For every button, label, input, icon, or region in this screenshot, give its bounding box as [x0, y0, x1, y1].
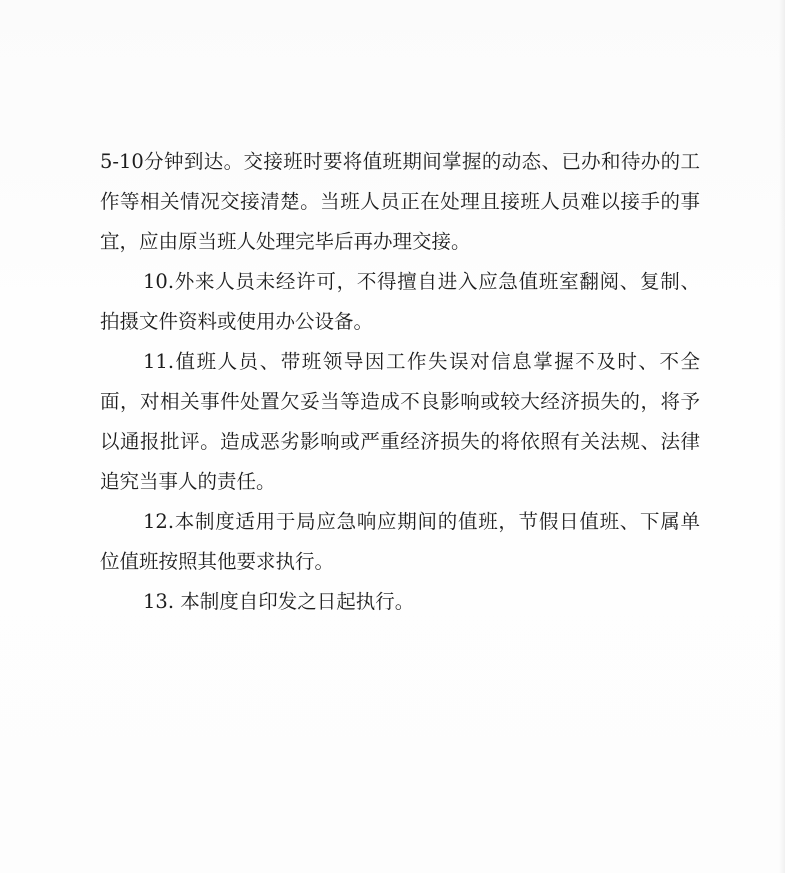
- paragraph-item-11: 11.值班人员、带班领导因工作失误对信息掌握不及时、不全面，对相关事件处置欠妥当等造成不良影响或较大经济损失的，将予以通报批评。造成恶劣影响或严重经济损失的将依照有关法规、法律追究当事人的责任。: [100, 350, 700, 493]
- paragraph-item-12: 12.本制度适用于局应急响应期间的值班，节假日值班、下属单位值班按照其他要求执行。: [100, 510, 700, 573]
- paragraph-item-10: 10.外来人员未经许可，不得擅自进入应急值班室翻阅、复制、拍摄文件资料或使用办公设备。: [100, 270, 700, 333]
- page-edge-shadow: [779, 0, 785, 873]
- paragraph-continuation: 5-10分钟到达。交接班时要将值班期间掌握的动态、已办和待办的工作等相关情况交接清楚。当班人员正在处理且接班人员难以接手的事宜，应由原当班人处理完毕后再办理交接。: [100, 150, 700, 253]
- document-body: [100, 142, 700, 622]
- paragraph-item-13: 13. 本制度自印发之日起执行。: [143, 590, 415, 613]
